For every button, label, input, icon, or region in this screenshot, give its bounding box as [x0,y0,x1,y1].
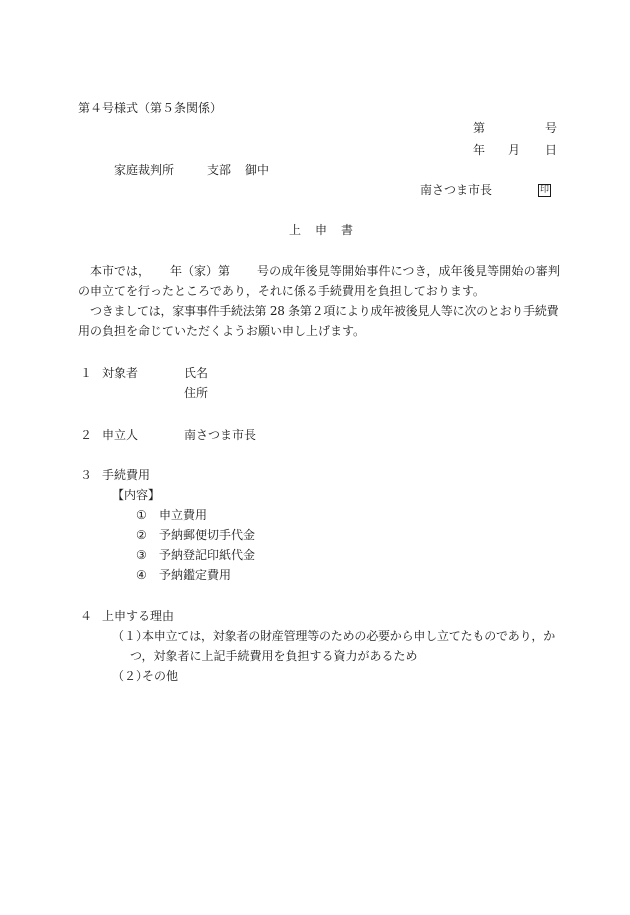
list-item: 予納郵便切手代金 [159,528,256,542]
section3-contents-label: 【内容】 [112,488,161,502]
list-item-marker: ④ [136,568,147,582]
section3-heading: 手続費用 [102,468,151,482]
section1-address-label: 住所 [184,386,209,400]
section1-number: １ [80,366,93,380]
number-prefix: 第 [473,121,486,135]
reason1-line2: つ，対象者に上記手続費用を負担する資力があるため [130,649,418,663]
reason2-marker: （２） [112,669,149,683]
body-p1-c: 号の成年後見等開始事件につき，成年後見等開始の審判 [257,264,561,278]
addressee-court: 家庭裁判所 [114,163,175,177]
form-label: 第４号様式（第５条関係） [78,101,223,115]
seal-stamp: 印 [539,185,549,195]
addressee-honorific: 御中 [245,163,270,177]
date-month: 月 [508,143,521,157]
list-item-marker: ① [136,508,147,522]
section4-heading: 上申する理由 [102,609,175,623]
section1-name-label: 氏名 [184,366,209,380]
section4-number: ４ [80,609,93,623]
list-item: 予納鑑定費用 [159,568,232,582]
list-item-marker: ② [136,528,147,542]
body-p2-b: 用の負担を命じていただくようお願い申し上げます。 [78,324,366,338]
section2-number: ２ [80,428,93,442]
list-item: 予納登記印紙代金 [159,548,256,562]
date-day: 日 [545,143,558,157]
body-p2-a: つきましては，家事事件手続法第 28 条第２項により成年被後見人等に次のとおり手続費 [90,304,559,318]
date-year: 年 [473,143,486,157]
section3-number: ３ [80,468,93,482]
document-title: 上 申 書 [289,223,355,237]
body-p1-a: 本市では， [90,264,151,278]
addressee-branch: 支部 [207,163,232,177]
list-item-marker: ③ [136,548,147,562]
reason1-marker: （１） [112,629,149,643]
reason1-line1: 本申立ては，対象者の財産管理等のための必要から申し立てたものであり，か [142,629,556,643]
reason2-text: その他 [142,669,179,683]
body-p1-b: 年（家）第 [170,264,231,278]
section2-heading: 申立人 [102,428,139,442]
body-p1-d: の申立てを行ったところであり，それに係る手続費用を負担しております。 [78,284,485,298]
section2-value: 南さつま市長 [184,428,257,442]
sender-name: 南さつま市長 [420,183,493,197]
section1-heading: 対象者 [102,366,139,380]
number-suffix: 号 [545,121,558,135]
list-item: 申立費用 [159,508,208,522]
